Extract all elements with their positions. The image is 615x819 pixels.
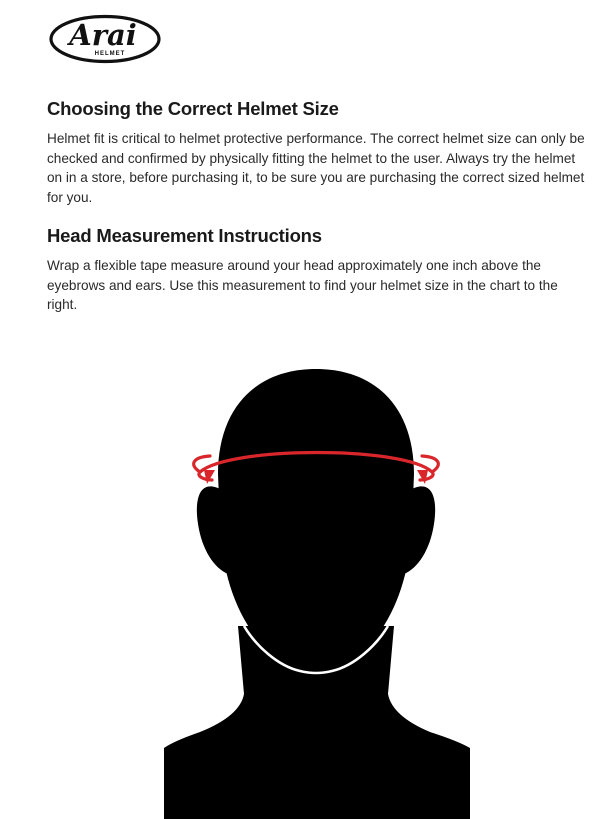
content [47,96,587,315]
size-body: Helmet fit is critical to helmet protective performance. The correct helmet size can only be checked and confirmed by physically fitting the helmet to the user. Always try the helmet on in a store, before purchasing it, to be sure you are purchasing the correct sized helmet for you. [47,131,585,205]
tape-arrow-left [204,470,215,484]
logo-subtext: HELMET [94,51,126,57]
size-heading: Choosing the Correct Helmet Size [47,98,339,119]
arai-logo [48,14,162,64]
head-silhouette-icon [160,364,472,819]
measure-body: Wrap a flexible tape measure around your head approximately one inch above the eyebrows and ears. Use this measurement to find your helmet size in the chart to the right. [47,258,558,312]
measure-heading: Head Measurement Instructions [47,225,322,246]
logo-text: Arai [69,18,137,52]
tape-arrow-right [417,470,428,484]
